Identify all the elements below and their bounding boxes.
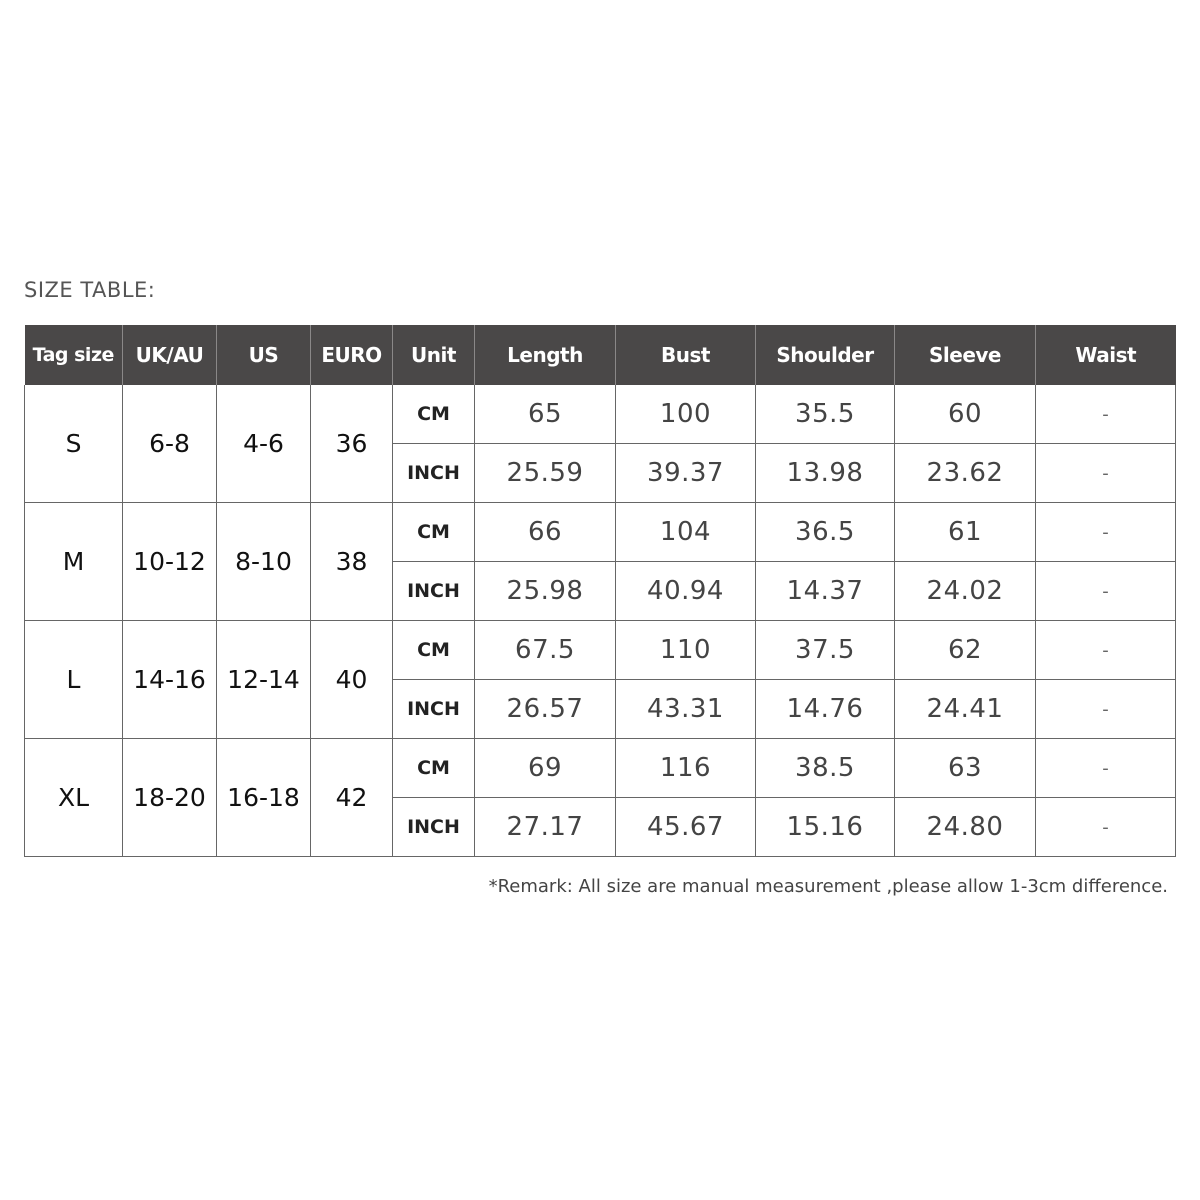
table-header-row <box>25 325 1176 385</box>
bust-cell: 40.94 <box>616 562 756 621</box>
unit-cell: CM <box>393 385 475 444</box>
us-cell: 8-10 <box>217 503 311 621</box>
table-row <box>25 385 1176 444</box>
header-length: Length <box>475 325 616 385</box>
us-cell: 16-18 <box>217 739 311 857</box>
shoulder-cell: 15.16 <box>756 798 895 857</box>
header-uk-au: UK/AU <box>123 325 217 385</box>
us-cell: 12-14 <box>217 621 311 739</box>
bust-cell: 110 <box>616 621 756 680</box>
waist-cell: - <box>1036 562 1176 621</box>
header-sleeve: Sleeve <box>895 325 1036 385</box>
us-cell: 4-6 <box>217 385 311 503</box>
waist-cell: - <box>1036 739 1176 798</box>
header-shoulder: Shoulder <box>756 325 895 385</box>
unit-cell: CM <box>393 621 475 680</box>
euro-cell: 40 <box>311 621 393 739</box>
unit-cell: CM <box>393 503 475 562</box>
unit-cell: INCH <box>393 798 475 857</box>
length-cell: 65 <box>475 385 616 444</box>
sleeve-cell: 24.80 <box>895 798 1036 857</box>
shoulder-cell: 13.98 <box>756 444 895 503</box>
waist-cell: - <box>1036 444 1176 503</box>
euro-cell: 42 <box>311 739 393 857</box>
header-tag-size: Tag size <box>25 325 123 385</box>
length-cell: 67.5 <box>475 621 616 680</box>
tag-size-cell: M <box>25 503 123 621</box>
bust-cell: 43.31 <box>616 680 756 739</box>
header-waist: Waist <box>1036 325 1176 385</box>
waist-cell: - <box>1036 621 1176 680</box>
tag-size-cell: XL <box>25 739 123 857</box>
size-table-caption: SIZE TABLE: <box>24 278 156 302</box>
bust-cell: 39.37 <box>616 444 756 503</box>
shoulder-cell: 36.5 <box>756 503 895 562</box>
sleeve-cell: 24.41 <box>895 680 1036 739</box>
header-euro: EURO <box>311 325 393 385</box>
shoulder-cell: 14.37 <box>756 562 895 621</box>
uk-au-cell: 14-16 <box>123 621 217 739</box>
header-us: US <box>217 325 311 385</box>
bust-cell: 45.67 <box>616 798 756 857</box>
shoulder-cell: 38.5 <box>756 739 895 798</box>
uk-au-cell: 6-8 <box>123 385 217 503</box>
tag-size-cell: S <box>25 385 123 503</box>
length-cell: 25.59 <box>475 444 616 503</box>
length-cell: 66 <box>475 503 616 562</box>
uk-au-cell: 18-20 <box>123 739 217 857</box>
unit-cell: CM <box>393 739 475 798</box>
shoulder-cell: 35.5 <box>756 385 895 444</box>
length-cell: 25.98 <box>475 562 616 621</box>
sleeve-cell: 61 <box>895 503 1036 562</box>
sleeve-cell: 63 <box>895 739 1036 798</box>
waist-cell: - <box>1036 503 1176 562</box>
sleeve-cell: 60 <box>895 385 1036 444</box>
bust-cell: 104 <box>616 503 756 562</box>
table-row <box>25 739 1176 798</box>
waist-cell: - <box>1036 680 1176 739</box>
unit-cell: INCH <box>393 680 475 739</box>
shoulder-cell: 14.76 <box>756 680 895 739</box>
size-table <box>24 325 1176 857</box>
table-row <box>25 503 1176 562</box>
length-cell: 69 <box>475 739 616 798</box>
uk-au-cell: 10-12 <box>123 503 217 621</box>
remark-note: *Remark: All size are manual measurement ,please allow 1-3cm difference. <box>488 876 1168 897</box>
unit-cell: INCH <box>393 562 475 621</box>
shoulder-cell: 37.5 <box>756 621 895 680</box>
unit-cell: INCH <box>393 444 475 503</box>
length-cell: 27.17 <box>475 798 616 857</box>
tag-size-cell: L <box>25 621 123 739</box>
sleeve-cell: 23.62 <box>895 444 1036 503</box>
euro-cell: 36 <box>311 385 393 503</box>
waist-cell: - <box>1036 798 1176 857</box>
euro-cell: 38 <box>311 503 393 621</box>
sleeve-cell: 62 <box>895 621 1036 680</box>
length-cell: 26.57 <box>475 680 616 739</box>
bust-cell: 116 <box>616 739 756 798</box>
sleeve-cell: 24.02 <box>895 562 1036 621</box>
bust-cell: 100 <box>616 385 756 444</box>
header-unit: Unit <box>393 325 475 385</box>
table-row <box>25 621 1176 680</box>
header-bust: Bust <box>616 325 756 385</box>
waist-cell: - <box>1036 385 1176 444</box>
